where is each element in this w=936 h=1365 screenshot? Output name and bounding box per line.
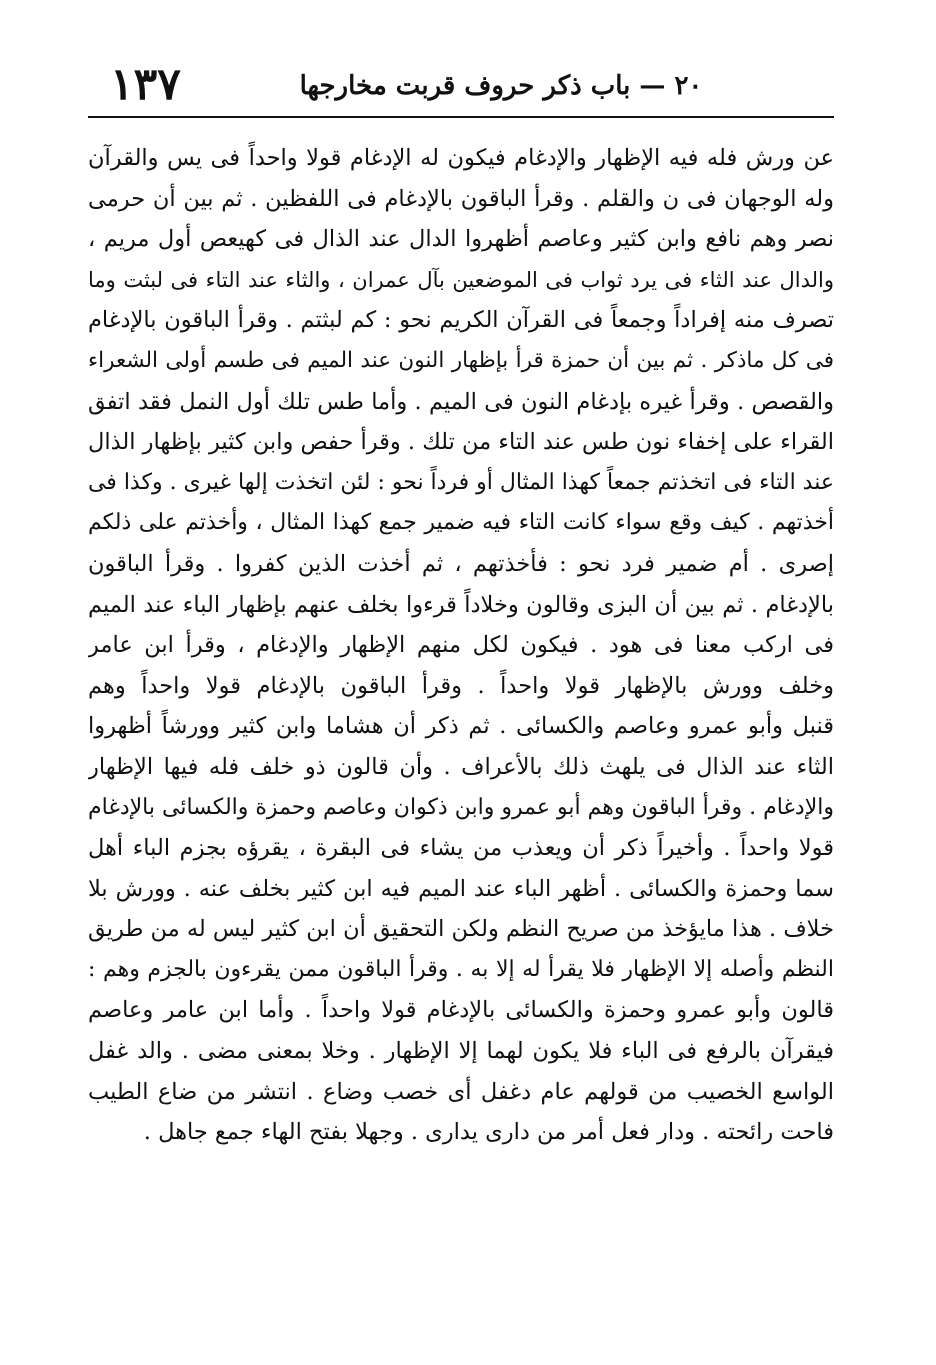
text-line: عن ورش فله فيه الإظهار والإدغام فيكون له الإدغام قولا واحداً فى يس والقرآن xyxy=(88,145,834,171)
text-line: إصرى . أم ضمير فرد نحو : فأخذتهم ، ثم أخذت الذين كفروا . وقرأ الباقون xyxy=(88,550,834,577)
text-line: وخلف وورش بالإظهار قولا واحداً . وقرأ الباقون بالإدغام قولا واحداً وهم xyxy=(88,672,834,699)
text-line: القراء على إخفاء نون طس عند التاء من تلك . وقرأ حفص وابن كثير بإظهار الذال xyxy=(88,429,834,456)
text-line: الثاء عند الذال فى يلهث ذلك بالأعراف . وأن قالون ذو خلف فله فيها الإظهار xyxy=(88,753,834,780)
text-line: النظم وأصله إلا الإظهار فلا يقرأ له إلا به . وقرأ الباقون ممن يقرءون بالجزم وهم : xyxy=(88,956,834,982)
text-line: بالإدغام . ثم بين أن البزى وقالون وخلاداً قرءوا بخلف عنهم بإظهار الباء عند الميم xyxy=(88,591,834,618)
text-line: عند التاء فى اتخذتم جمعاً كهذا المثال أو فرداً نحو : لئن اتخذت إلها غيرى . وكذا فى xyxy=(88,469,834,495)
text-line: نصر وهم نافع وابن كثير وعاصم أظهروا الدال عند الذال فى كهيعص أول مريم ، xyxy=(88,226,834,253)
text-line: فى اركب معنا فى هود . فيكون لكل منهم الإظهار والإدغام ، وقرأ ابن عامر xyxy=(88,632,834,659)
body-text xyxy=(88,138,834,1153)
text-line: خلاف . هذا مايؤخذ من صريح النظم ولكن التحقيق أن ابن كثير ليس له من طريق xyxy=(88,916,834,943)
text-line: والإدغام . وقرأ الباقون وهم أبو عمرو وابن ذكوان وعاصم وحمزة والكسائى بالإدغام xyxy=(88,794,834,820)
book-page xyxy=(88,58,834,1288)
running-title: ٢٠ — باب ذكر حروف قربت مخارجها xyxy=(299,71,703,101)
text-line: قولا واحداً . وأخيراً ذكر أن ويعذب من يشاء فى البقرة ، يقرؤه بجزم الباء أهل xyxy=(88,835,834,862)
page-header xyxy=(88,58,834,113)
text-line: سما وحمزة والكسائى . أظهر الباء عند الميم فيه ابن كثير بخلف عنه . وورش بلا xyxy=(88,875,834,902)
text-line: قنبل وأبو عمرو وعاصم والكسائى . ثم ذكر أن هشاما وابن كثير وورشاً أظهروا xyxy=(88,713,834,740)
text-line: أخذتهم . كيف وقع سواء كانت التاء فيه ضمير جمع كهذا المثال ، وأخذتم على ذلكم xyxy=(88,510,834,536)
text-line: فيقرآن بالرفع فى الباء فلا يكون لهما إلا الإظهار . وخلا بمعنى مضى . والد غفل xyxy=(88,1038,834,1065)
text-line: تصرف منه إفراداً وجمعاً فى القرآن الكريم نحو : كم لبثتم . وقرأ الباقون بالإدغام xyxy=(88,307,834,334)
text-line: والدال عند الثاء فى يرد ثواب فى الموضعين بآل عمران ، والثاء عند التاء فى لبثت وما xyxy=(88,267,834,292)
text-line: قالون وأبو عمرو وحمزة والكسائى بالإدغام قولا واحداً . وأما ابن عامر وعاصم xyxy=(88,997,834,1024)
text-line: فى كل ماذكر . ثم بين أن حمزة قرأ بإظهار النون عند الميم فى طسم أولى الشعراء xyxy=(88,347,834,373)
page-number: ١٣٧ xyxy=(110,59,181,110)
text-line: فاحت رائحته . ودار فعل أمر من دارى يدارى . وجهلا بفتح الهاء جمع جاهل . xyxy=(143,1119,834,1146)
text-line: وله الوجهان فى ن والقلم . وقرأ الباقون بالإدغام فى اللفظين . ثم بين أن حرمى xyxy=(88,185,834,212)
text-line: الواسع الخصيب من قولهم عام دغفل أى خصب وضاع . انتشر من ضاع الطيب xyxy=(88,1078,834,1105)
header-rule xyxy=(88,116,834,118)
text-line: والقصص . وقرأ غيره بإدغام النون فى الميم . وأما طس تلك أول النمل فقد اتفق xyxy=(88,388,834,415)
